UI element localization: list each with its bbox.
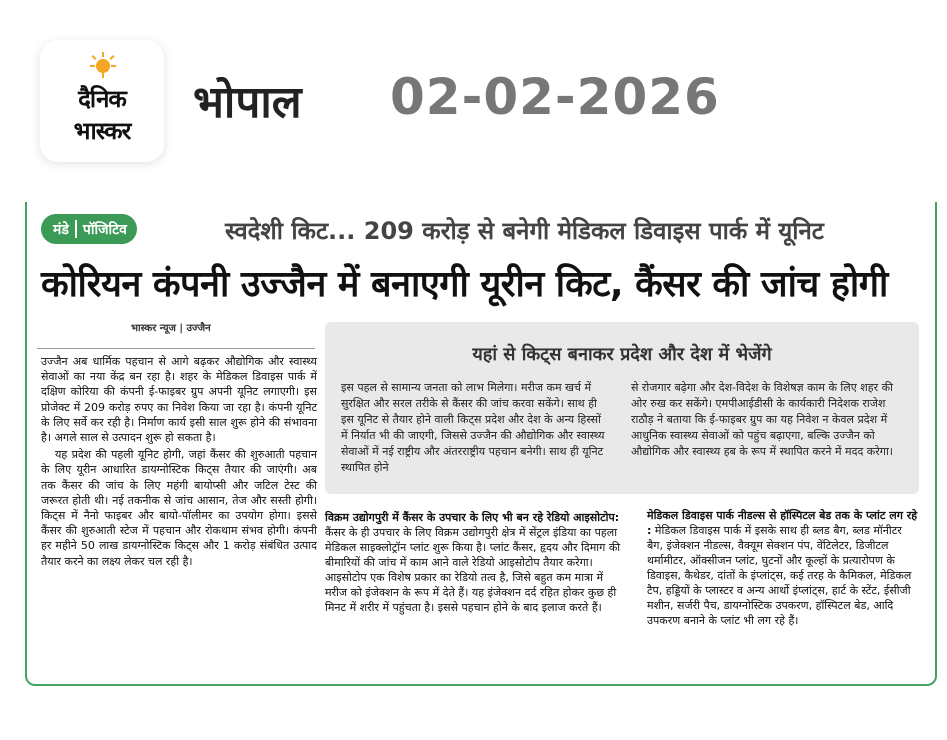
subhead-device-park: मेडिकल डिवाइस पार्क नीडल्स से हॉस्पिटल बेड तक के प्लांट लग रहे : [647,509,918,537]
highlight-box-column-1: इस पहल से सामान्य जनता को लाभ मिलेगा। मरीज कम खर्च में सुरक्षित और सरल तरीके से कैंसर की जांच करवा सकेंगे। साथ ही इस यूनिट से तैयार होने वाली किट्स प्रदेश और देश के अन्य हिस्सों में निर्यात भी की जाएगी, जिससे उज्जैन की औद्योगिक और स्वास्थ्य सेवाओं में नई राष्ट्रीय और अंतरराष्ट्रीय पहचान बनेगी। साथ ही यूनिट स्थापित होने [341,381,605,474]
highlight-box-column-2: से रोजगार बढ़ेगा और देश-विदेश के विशेषज्ञ काम के लिए शहर की ओर रुख कर सकेंगे। एमपीआईडीसी के कार्यकारी निदेशक राजेश राठौड़ ने बताया कि ई-फाइबर ग्रुप का यह निवेश न केवल प्रदेश में आधुनिक स्वास्थ्य सेवाओं को पहुंच बढ़ाएगा, बल्कि उज्जैन को औद्योगिक और स्वास्थ्य हब के रूप में स्थापित करने में मदद करेगा। [631,381,893,458]
paragraph: यह प्रदेश की पहली यूनिट होगी, जहां कैंसर की शुरुआती पहचान के लिए यूरीन आधारित डायग्नोस्टिक किट्स तैयार की जाएंगी। अब तक कैंसर की जांच के लिए महंगी बायोप्सी और जटिल टेस्ट की जरूरत होती थी। नई तकनीक से जांच आसान, तेज और सस्ती होगी। किट्स में नैनो फाइबर और बायो-पॉलीमर का उपयोग होगा। इससे कैंसर की शुरुआती स्टेज में पहचान और रोकथाम संभव होगी। कंपनी हर महीने 50 लाख डायग्नोस्टिक किट्स और 1 करोड़ संबंधित उत्पाद तैयार करने का लक्ष्य लेकर चल रही है। [41,448,317,568]
logo-text-line2: भास्कर [73,117,131,145]
article-column-1 [41,354,317,571]
paragraph: उज्जैन अब धार्मिक पहचान से आगे बढ़कर औद्योगिक और स्वास्थ्य सेवाओं का नया केंद्र बन रहा है। शहर के मेडिकल डिवाइस पार्क में दक्षिण कोरिया की कंपनी ई-फाइबर ग्रुप अपनी यूनिट लगाएगी। इस प्रोजेक्ट में 209 करोड़ रुपए का निवेश किया जा रहा है। कंपनी यूनिट के लिए सर्वे कर रही है। निर्माण कार्य इसी साल शुरू होने की संभावना है। अगले साल से उत्पादन शुरू हो सकता है। [41,355,317,445]
article-headline: कोरियन कंपनी उज्जैन में बनाएगी यूरीन किट, कैंसर की जांच होगी [41,264,888,305]
byline-divider [37,348,315,349]
edition-city: भोपाल [193,77,302,128]
byline: भास्कर न्यूज | उज्जैन [131,323,211,334]
logo-text-line1: दैनिक [78,85,126,113]
section-label-name: पॉजिटिव [82,221,127,238]
news-clipping [25,202,937,686]
edition-date: 02-02-2026 [390,68,720,126]
highlight-box [325,322,919,494]
dainik-bhaskar-logo [40,40,164,162]
subhead-isotope: विक्रम उद्योगपुरी में कैंसर के उपचार के लिए भी बन रहे रेडियो आइसोटोप: [325,511,620,524]
article-kicker: स्वदेशी किट... 209 करोड़ से बनेगी मेडिकल डिवाइस पार्क में यूनिट [225,217,824,245]
highlight-box-title: यहां से किट्स बनाकर प्रदेश और देश में भेजेंगे [472,344,772,365]
article-column-3 [647,508,921,628]
section-label [41,214,137,244]
article-column-2 [325,510,623,615]
section-label-divider [75,220,77,238]
sun-icon [90,52,116,78]
section-label-day: मंडे [53,221,69,238]
paragraph: मेडिकल डिवाइस पार्क में इसके साथ ही ब्लड बैग, ब्लड मॉनीटर बैग, इंजेक्शन नीडल्स, वैक्यूम सेक्शन पंप, वेंटिलेटर, डिजीटल थर्मामीटर, ऑक्सीजन प्लांट, घुटनों और कूल्हों के प्रत्यारोपण के डिवाइस, कैथेडर, दांतों के इंप्लांट्स, कई तरह के कैमिकल, मेडिकल टैप, हड्डियों के प्लास्टर व अन्य आर्थो इंप्लांट्स, हार्ट के स्टेंट, ईसीजी मशीन, सर्जरी पैच, डायग्नोस्टिक उपकरण, हॉस्पिटल बेड, आदि उपकरण बनाने के प्लांट भी लग रहे हैं। [647,524,912,627]
paragraph: कैंसर के ही उपचार के लिए विक्रम उद्योगपुरी क्षेत्र में सेंट्रल इंडिया का पहला मेडिकल साइक्लोट्रॉन प्लांट शुरू किया है। प्लांट कैंसर, हृदय और दिमाग की बीमारियों की जांच में काम आने वाले रेडियो आइसोटोप तैयार करेगा। आइसोटोप एक विशेष प्रकार का रेडियो तत्व है, जिसे बहुत कम मात्रा में मरीज को इंजेक्शन के रूप में देते हैं। यह इंजेक्शन दर्द रहित होकर कुछ ही मिनट में शरीर में पहुंचता है। इससे पहचान होने के बाद इलाज करते हैं। [325,526,621,614]
